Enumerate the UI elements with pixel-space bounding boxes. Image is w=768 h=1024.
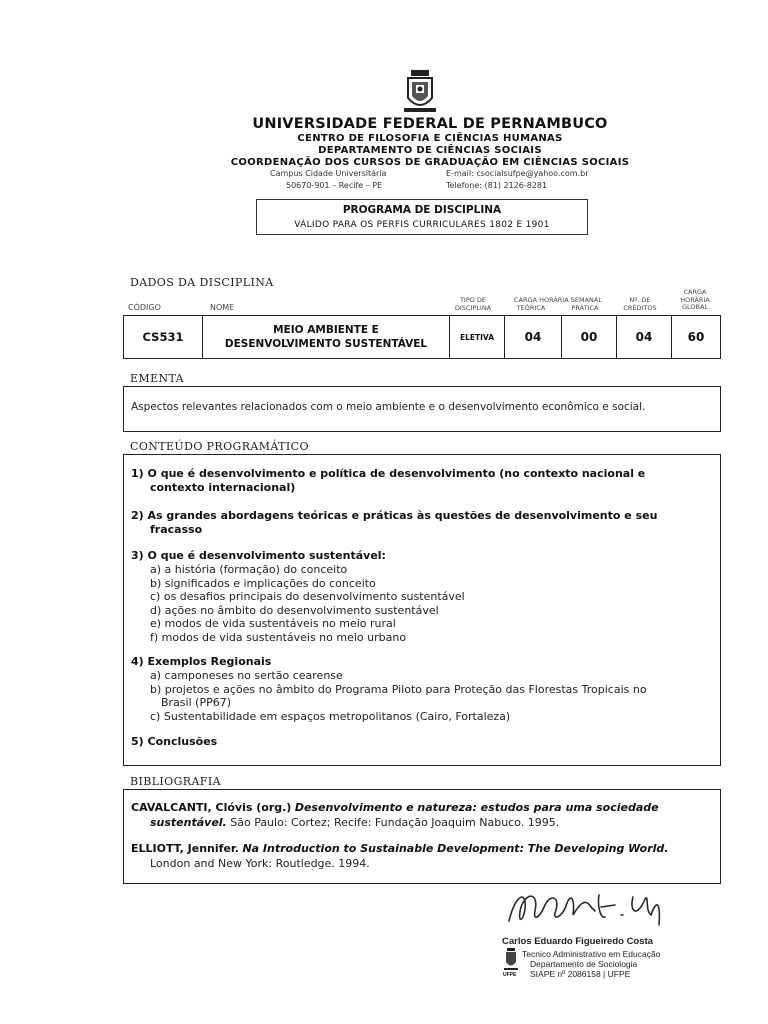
- content-item-5: 5) Conclusões: [131, 735, 218, 748]
- contact-email: E-mail: csocialsufpe@yahoo.com.br: [446, 169, 589, 178]
- global-header-line3: GLOBAL: [681, 303, 709, 311]
- ufpe-logo-label: UFPE: [503, 972, 517, 978]
- contact-phone: Telefone: (81) 2126-8281: [446, 181, 548, 190]
- ementa-text: Aspectos relevantes relacionados com o meio ambiente e o desenvolvimento econômico e social.: [131, 401, 646, 413]
- content-box: [123, 454, 721, 766]
- discipline-type: ELETIVA: [450, 316, 505, 358]
- global-header-line1: CARGA: [683, 288, 707, 296]
- global-header-line2: HORÁRIA: [680, 295, 710, 304]
- discipline-global-hours: 60: [687, 330, 705, 344]
- list-item: Brasil (PP67): [161, 696, 231, 709]
- discipline-name-line1: MEIO AMBIENTE E: [273, 324, 379, 336]
- coordination-name: COORDENAÇÃO DOS CURSOS DE GRADUAÇÃO EM CIÊNCIAS SOCIAIS: [230, 157, 630, 168]
- content-item-1-line1: 1) O que é desenvolvimento e política de desenvolvimento (no contexto nacional e: [131, 467, 646, 480]
- type-header: [448, 297, 498, 312]
- discipline-table-row: [123, 315, 721, 359]
- code-header: CÓDIGO: [128, 303, 161, 312]
- ref-2-author: ELLIOTT, Jennifer.: [131, 842, 239, 855]
- signatory-department: Departamento de Sociologia: [530, 959, 638, 969]
- content-item-1: [131, 467, 645, 495]
- department-name: DEPARTAMENTO DE CIÊNCIAS SOCIAIS: [318, 145, 542, 156]
- bibliography-ref-2: [131, 842, 669, 871]
- list-item: b) projetos e ações no âmbito do Programa Piloto para Proteção das Florestas Tropicais no: [150, 682, 647, 696]
- discipline-theoretical: 04: [505, 316, 562, 358]
- program-box: [256, 199, 588, 235]
- credits-header: [614, 297, 666, 312]
- credits-header-line2: CRÉDITOS: [623, 303, 657, 312]
- ref-1-title: Desenvolvimento e natureza: estudos para uma sociedade: [294, 801, 659, 814]
- bibliography-ref-1: [131, 801, 659, 830]
- content-item-1-line2: contexto internacional): [150, 481, 296, 494]
- bibliography-box: [123, 789, 721, 884]
- signatory-siape: SIAPE nº 2086158 | UFPE: [530, 969, 631, 979]
- content-item-4-subitems: [150, 669, 647, 723]
- ufpe-stamp-icon: [504, 948, 518, 972]
- content-section-title: CONTEÚDO PROGRAMÁTICO: [130, 440, 309, 453]
- ref-1-title-end: sustentável.: [150, 815, 227, 829]
- practical-header: PRÁTICA: [571, 304, 599, 312]
- content-item-4: 4) Exemplos Regionais: [131, 655, 272, 668]
- list-item: d) ações no âmbito do desenvolvimento sustentável: [150, 603, 439, 617]
- list-item: b) significados e implicações do conceito: [150, 576, 376, 590]
- ref-1-author: CAVALCANTI, Clóvis (org.): [131, 801, 292, 814]
- type-header-line1: TIPO DE: [459, 296, 487, 304]
- ref-1-publisher: São Paulo: Cortez; Recife: Fundação Joaquim Nabuco. 1995.: [230, 815, 560, 829]
- ref-2-publisher: London and New York: Routledge. 1994.: [150, 856, 370, 870]
- content-item-2: [131, 509, 657, 537]
- ementa-box: [123, 386, 721, 432]
- name-header: NOME: [210, 303, 235, 312]
- list-item: c) Sustentabilidade em espaços metropolitanos (Cairo, Fortaleza): [150, 709, 511, 723]
- content-item-3: 3) O que é desenvolvimento sustentável:: [131, 549, 386, 562]
- discipline-credits: 04: [617, 316, 672, 358]
- ref-2-title: Na Introduction to Sustainable Development: The Developing World.: [242, 842, 669, 855]
- program-subtitle: VÁLIDO PARA OS PERFIS CURRICULARES 1802 E 1901: [294, 220, 550, 230]
- centre-name: CENTRO DE FILOSOFIA E CIÊNCIAS HUMANAS: [297, 133, 563, 144]
- list-item: f) modos de vida sustentáveis no meio urbano: [150, 630, 407, 644]
- university-crest-icon: [402, 68, 438, 114]
- handwritten-signature: [505, 885, 685, 930]
- weekly-hours-header: CARGA HORÁRIA SEMANAL: [514, 296, 602, 304]
- discipline-code: CS531: [124, 316, 203, 358]
- program-title: PROGRAMA DE DISCIPLINA: [342, 204, 502, 216]
- campus-address: Campus Cidade Universitária: [270, 169, 387, 178]
- type-header-line2: DISCIPLINA: [454, 303, 492, 312]
- theoretical-header: TEÓRICA: [516, 304, 546, 312]
- list-item: a) a história (formação) do conceito: [150, 563, 348, 576]
- credits-header-line1: Nº. DE: [629, 296, 651, 304]
- bibliography-section-title: BIBLIOGRAFIA: [130, 775, 221, 788]
- list-item: a) camponeses no sertão cearense: [150, 669, 343, 682]
- content-item-2-line1: 2) As grandes abordagens teóricas e práticas às questões de desenvolvimento e seu: [131, 509, 658, 522]
- discipline-name: [203, 316, 450, 358]
- global-hours-header: [670, 289, 720, 312]
- signatory-role: Tecnico Administrativo em Educação: [522, 949, 661, 959]
- discipline-practical: 00: [562, 316, 617, 358]
- postal-address: 50670-901 – Recife – PE: [286, 181, 383, 190]
- discipline-section-title: DADOS DA DISCIPLINA: [130, 276, 274, 289]
- list-item: e) modos de vida sustentáveis no meio rural: [150, 617, 396, 630]
- signatory-name: Carlos Eduardo Figueiredo Costa: [502, 936, 653, 947]
- ementa-section-title: EMENTA: [130, 372, 185, 385]
- university-name: UNIVERSIDADE FEDERAL DE PERNAMBUCO: [252, 116, 608, 132]
- discipline-name-line2: DESENVOLVIMENTO SUSTENTÁVEL: [224, 338, 428, 350]
- content-item-3-subitems: [150, 563, 465, 644]
- content-item-2-line2: fracasso: [150, 523, 203, 536]
- list-item: c) os desafios principais do desenvolvimento sustentável: [150, 590, 465, 603]
